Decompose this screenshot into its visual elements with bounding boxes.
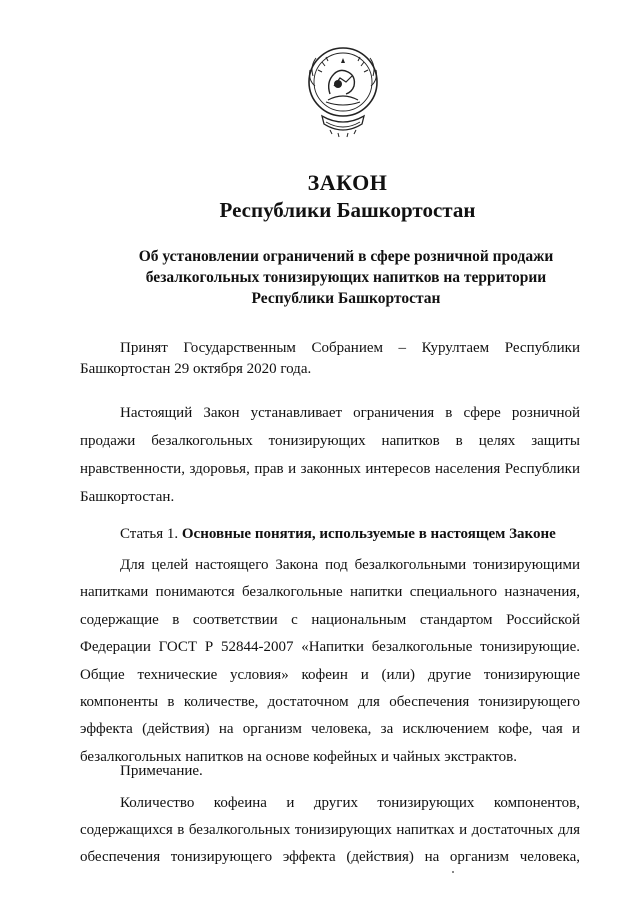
article-number: Статья 1. <box>120 526 182 542</box>
paragraph-line: продажи безалкогольных тонизирующих напитков в целях защиты <box>80 433 580 449</box>
subtitle-line: безалкогольных тонизирующих напитков на территории <box>145 269 547 286</box>
paragraph-line: напитками понимаются безалкогольные напитки специального назначения, <box>80 584 580 601</box>
article-1-body <box>80 552 580 771</box>
note-body <box>80 790 580 871</box>
paragraph-line: Общие технические условия» кофеин и (или) другие тонизирующие <box>80 666 580 683</box>
paragraph-line: содержащихся в безалкогольных тонизирующих напитках и достаточных для <box>80 822 580 838</box>
adoption-statement <box>80 338 580 380</box>
paragraph-line: компоненты в количестве, достаточном для обеспечения тонизирующего <box>80 694 580 711</box>
document-title-region: Республики Башкортостан <box>219 198 476 222</box>
paragraph-line: эффекта (действия) на организм человека, за исключением кофе, чая и <box>80 721 580 738</box>
document-title: ЗАКОН <box>307 170 388 195</box>
paragraph-line: Для целей настоящего Закона под безалкогольными тонизирующими <box>120 557 580 573</box>
subtitle-line: Об установлении ограничений в сфере розничной продажи <box>138 248 554 265</box>
paragraph-line: Настоящий Закон устанавливает ограничения в сфере розничной <box>120 405 580 421</box>
paragraph-line: безалкогольных напитков на основе кофейных и чайных экстрактов. <box>80 748 517 765</box>
paragraph-line: Количество кофеина и других тонизирующих компонентов, <box>120 795 580 811</box>
paragraph-line: Принят Государственным Собранием – Курултаем Республики <box>120 340 580 356</box>
preamble-paragraph <box>80 399 580 511</box>
paragraph-line: обеспечения тонизирующего эффекта (действия) на организм человека, <box>80 849 580 865</box>
paragraph-line: Федерации ГОСТ Р 52844-2007 «Напитки безалкогольные тонизирующие. <box>80 639 580 656</box>
article-1-heading <box>120 526 556 543</box>
paragraph-line: Башкортостан 29 октября 2020 года. <box>80 361 312 377</box>
law-subject-heading <box>112 246 580 309</box>
note-label: Примечание. <box>120 763 203 779</box>
paragraph-line: содержащие в соответствии с национальным стандартом Российской <box>80 611 580 628</box>
subtitle-line: Республики Башкортостан <box>251 290 441 307</box>
article-title: Основные понятия, используемые в настоящем Законе <box>181 526 556 542</box>
paragraph-line: Башкортостан. <box>80 489 175 505</box>
scan-speck <box>452 871 454 873</box>
coat-of-arms-icon <box>300 42 386 140</box>
paragraph-line: нравственности, здоровья, прав и законных интересов населения Республики <box>80 461 580 477</box>
